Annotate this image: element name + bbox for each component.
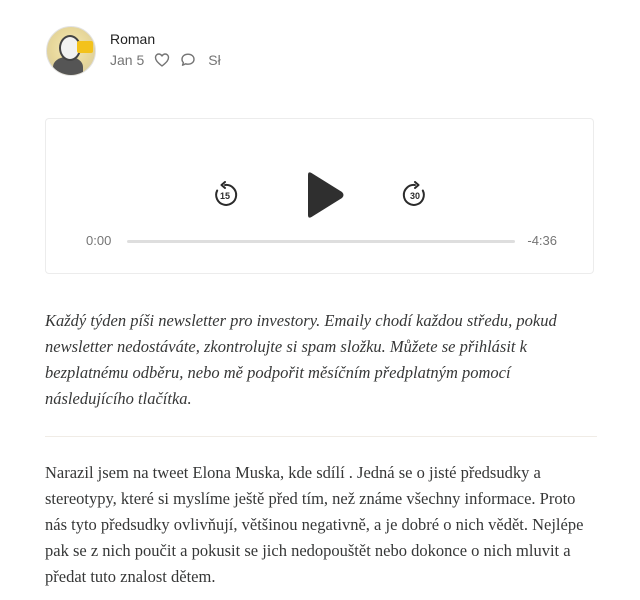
- comment-icon[interactable]: [180, 52, 196, 68]
- avatar-badge: [77, 41, 93, 53]
- skip-back-button[interactable]: [211, 181, 239, 209]
- author-name[interactable]: Roman: [110, 31, 156, 47]
- play-icon: [302, 169, 346, 221]
- share-label[interactable]: Sł: [208, 52, 221, 68]
- section-divider: [45, 436, 597, 437]
- play-button[interactable]: [302, 169, 346, 221]
- current-time: 0:00: [86, 233, 112, 248]
- newsletter-intro: Každý týden píši newsletter pro investory. Emaily chodí každou středu, pokud newsletter nedostáváte, zkontrolujte si spam složku. Můžete se přihlásit k bezplatnému odběru, nebo mě podpořit měsíčním předplatným pomocí následujícího tlačítka.: [45, 311, 557, 408]
- skip-forward-seconds: 30: [409, 191, 421, 201]
- progress-track[interactable]: [127, 240, 515, 243]
- post-byline: [46, 26, 221, 76]
- audio-player: [45, 118, 594, 274]
- skip-forward-button[interactable]: [401, 181, 429, 209]
- post-actions-row: [110, 52, 221, 68]
- post-meta: [110, 26, 221, 68]
- skip-forward-30-icon: [401, 181, 429, 209]
- post-date: Jan 5: [110, 52, 145, 68]
- post-paragraph: Narazil jsem na tweet Elona Muska, kde sdílí . Jedná se o jisté předsudky a stereotypy, které si myslíme ještě před tím, než známe všechny informace. Proto nás tyto předsudky ovlivňují, většinou negativně, a je dobré o nich vědět. Nejlépe pak se z nich poučit a pokusit se jich nedopouštět nebo dokonce o nich mluvit a předat tuto znalost dětem.: [45, 463, 584, 586]
- remaining-time: -4:36: [527, 233, 557, 248]
- skip-back-15-icon: [211, 181, 239, 209]
- author-avatar[interactable]: [46, 26, 96, 76]
- heart-icon[interactable]: [154, 52, 170, 68]
- skip-back-seconds: 15: [219, 191, 231, 201]
- player-controls: [46, 169, 593, 221]
